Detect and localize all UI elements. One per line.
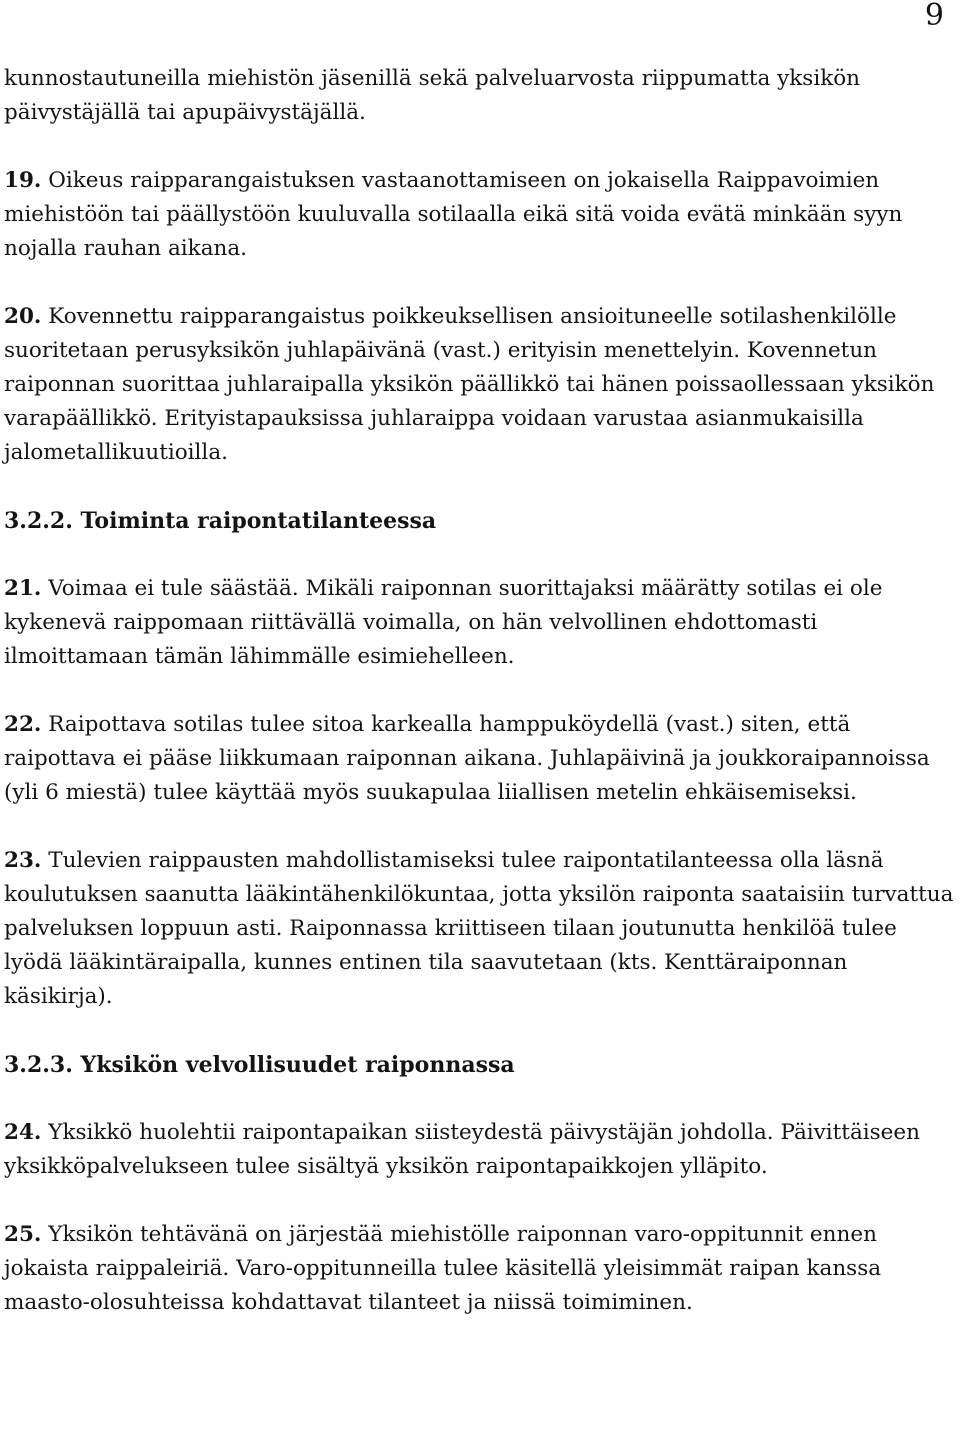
paragraph-24 bbox=[4, 1116, 954, 1184]
paragraph-number: 24. bbox=[4, 1120, 42, 1145]
paragraph-text: Tulevien raippausten mahdollistamiseksi tulee raipontatilanteessa olla läsnä koulutuksen saanutta lääkintähenkilökuntaa, jotta yksilön raiponta saataisiin turvattua palveluksen loppuun asti. Raiponnassa kriittiseen tilaan joutunutta henkilöä tulee lyödä lääkintäraipalla, kunnes entinen tila saavutetaan (kts. Kenttäraiponnan käsikirja). bbox=[4, 848, 954, 1009]
paragraph-text: Oikeus raipparangaistuksen vastaanottamiseen on jokaisella Raippavoimien miehistöön tai päällystöön kuuluvalla sotilaalla eikä sitä voida evätä minkään syyn nojalla rauhan aikana. bbox=[4, 168, 903, 261]
page-number: 9 bbox=[924, 0, 944, 33]
paragraph-number: 21. bbox=[4, 576, 42, 601]
paragraph-number: 22. bbox=[4, 712, 42, 737]
paragraph-22 bbox=[4, 708, 954, 810]
paragraph-text: Yksikön tehtävänä on järjestää miehistölle raiponnan varo-oppitunnit ennen jokaista raippaleiriä. Varo-oppitunneilla tulee käsitellä yleisimmät raipan kanssa maasto-olosuhteissa kohdattavat tilanteet ja niissä toimiminen. bbox=[4, 1222, 882, 1315]
paragraph-number: 19. bbox=[4, 168, 42, 193]
paragraph-number: 20. bbox=[4, 304, 42, 329]
paragraph-text: Kovennettu raipparangaistus poikkeuksellisen ansioituneelle sotilashenkilölle suoritetaan perusyksikön juhlapäivänä (vast.) erityisin menettelyin. Kovennetun raiponnan suorittaa juhlaraipalla yksikön päällikkö tai hänen poissaollessaan yksikön varapäällikkö. Erityistapauksissa juhlaraippa voidaan varustaa asianmukaisilla jalometallikuutioilla. bbox=[4, 304, 935, 465]
section-heading-3-2-2: 3.2.2. Toiminta raipontatilanteessa bbox=[4, 508, 437, 534]
paragraph-text: Raipottava sotilas tulee sitoa karkealla hamppuköydellä (vast.) siten, että raipottava ei pääse liikkumaan raiponnan aikana. Juhlapäivinä ja joukkoraipannoissa (yli 6 miestä) tulee käyttää myös suukapulaa liiallisen metelin ehkäisemiseksi. bbox=[4, 712, 930, 805]
paragraph-23 bbox=[4, 844, 954, 1014]
paragraph-19 bbox=[4, 164, 954, 266]
paragraph-text: Voimaa ei tule säästää. Mikäli raiponnan suorittajaksi määrätty sotilas ei ole kykenevä raippomaan riittävällä voimalla, on hän velvollinen ehdottomasti ilmoittamaan tämän lähimmälle esimiehelleen. bbox=[4, 576, 883, 669]
paragraph-25 bbox=[4, 1218, 954, 1320]
page-content bbox=[4, 62, 954, 1320]
document-page bbox=[4, 0, 954, 1436]
paragraph-number: 25. bbox=[4, 1222, 42, 1247]
paragraph-number: 23. bbox=[4, 848, 42, 873]
paragraph-continuation bbox=[4, 62, 954, 130]
section-heading-3-2-3: 3.2.3. Yksikön velvollisuudet raiponnassa bbox=[4, 1052, 515, 1078]
paragraph-text: kunnostautuneilla miehistön jäsenillä sekä palveluarvosta riippumatta yksikön päivystäjällä tai apupäivystäjällä. bbox=[4, 66, 861, 125]
paragraph-text: Yksikkö huolehtii raipontapaikan siisteydestä päivystäjän johdolla. Päivittäiseen yksikköpalvelukseen tulee sisältyä yksikön raipontapaikkojen ylläpito. bbox=[4, 1120, 920, 1179]
paragraph-21 bbox=[4, 572, 954, 674]
paragraph-20 bbox=[4, 300, 954, 470]
